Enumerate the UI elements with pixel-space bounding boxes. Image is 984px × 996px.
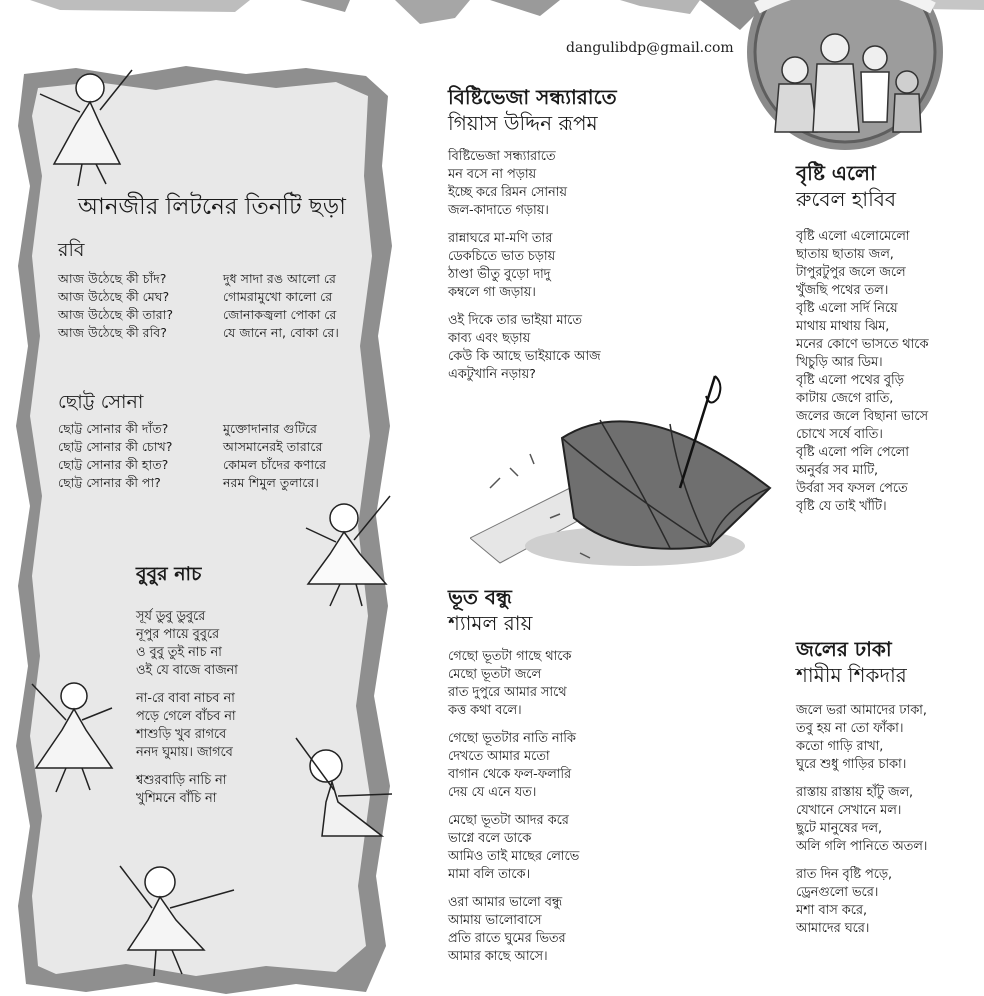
verse-line: গেছো ভূতটার নাতি নাকি: [448, 731, 576, 746]
verse-line: রাস্তায় রাস্তায় হাঁটু জল,: [796, 785, 914, 800]
verse-line: আজ উঠেছে কী মেঘ?: [58, 289, 170, 304]
verse-line: কম্বলে গা জড়ায়।: [448, 285, 536, 300]
verse-line: মামা বলি তাকে।: [448, 867, 531, 882]
verse-line: মুক্তোদানার গুটিরে: [223, 421, 317, 436]
verse-line: ইচ্ছে করে রিমন সোনায়: [448, 185, 567, 200]
verse-line: আমার কাছে আসে।: [448, 949, 548, 964]
verse-line: জলে ভরা আমাদের ঢাকা,: [796, 703, 927, 718]
umbrella-illustration: [470, 368, 780, 580]
verse-line: চোখে সর্ষে বাতি।: [796, 427, 883, 442]
verse-line: পড়ে গেলে বাঁচব না: [136, 709, 236, 724]
verse-line: আমাদের ঘরে।: [796, 921, 870, 936]
verse-line: বাগান থেকে ফল-ফলারি: [448, 767, 572, 782]
verse-line: ননদ ঘুমায়। জাগবে: [136, 745, 233, 760]
verse-line: ঠাণ্ডা ভীতু বুড়ো দাদু: [448, 267, 551, 282]
verse-line: দেয় যে এনে যত।: [448, 785, 537, 800]
dancer-illustration: [20, 64, 140, 189]
verse-line: জল-কাদাতে গড়ায়।: [448, 203, 549, 218]
verse-line: রান্নাঘরে মা-মণি তার: [448, 231, 553, 246]
verse-line: তবু হয় না তো ফাঁকা।: [796, 721, 904, 736]
verse-line: কেউ কি আছে ভাইয়াকে আজ: [448, 349, 601, 364]
verse-line: আমিও তাই মাছের লোভে: [448, 849, 580, 864]
verse-line: ঘুরে শুধু গাড়ির চাকা।: [796, 757, 907, 772]
verse-line: বিষ্টিভেজা সন্ধ্যারাতে: [448, 149, 556, 164]
verse-line: ভাগ্নে বলে ডাকে: [448, 831, 532, 846]
verse-line: ডেকচিতে ভাত চড়ায়: [448, 249, 556, 264]
poem-title: রবি: [58, 239, 85, 261]
verse-line: আজ উঠেছে কী তারা?: [58, 307, 174, 322]
verse-line: ওই যে বাজে বাজনা: [136, 663, 238, 678]
verse-line: মনের কোণে ভাসতে থাকে: [796, 337, 929, 352]
left-panel-title: আনজীর লিটনের তিনটি ছড়া: [78, 194, 346, 220]
poem-author: শ্যামল রায়: [448, 611, 533, 635]
verse-line: জলের জলে বিছানা ভাসে: [796, 409, 928, 424]
verse-line: দুধ সাদা রঙ আলো রে: [223, 271, 336, 286]
poem-title: বিষ্টিভেজা সন্ধ্যারাতে: [448, 85, 617, 109]
verse-line: বৃষ্টি যে তাই খাঁটি।: [796, 499, 887, 514]
verse-line: নরম শিমুল তুলারে।: [223, 475, 319, 490]
verse-line: বৃষ্টি এলো সর্দি নিয়ে: [796, 301, 898, 316]
verse-line: বৃষ্টি এলো এলোমেলো: [796, 229, 910, 244]
verse-line: ও বুবু তুই নাচ না: [136, 645, 222, 660]
verse-line: খুঁজছি পথের তল।: [796, 283, 889, 298]
verse-line: শাশুড়ি খুব রাগবে: [136, 727, 227, 742]
verse-line: মন বসে না পড়ায়: [448, 167, 537, 182]
verse-line: কত্ত কথা বলে।: [448, 703, 522, 718]
verse-line: কতো গাড়ি রাখা,: [796, 739, 884, 754]
poem-author: গিয়াস উদ্দিন রূপম: [448, 111, 598, 135]
verse-line: দেখতে আমার মতো: [448, 749, 550, 764]
verse-line: জোনাকজ্বলা পোকা রে: [223, 307, 337, 322]
verse-line: বৃষ্টি এলো পলি পেলো: [796, 445, 909, 460]
verse-line: আমায় ভালোবাসে: [448, 913, 542, 928]
poem-title: বুবুর নাচ: [136, 563, 202, 585]
verse-line: ওরা আমার ভালো বন্ধু: [448, 895, 563, 910]
verse-line: ড্রেনগুলো ভরে।: [796, 885, 879, 900]
verse-line: প্রতি রাতে ঘুমের ভিতর: [448, 931, 566, 946]
dancer-illustration: [300, 488, 396, 610]
verse-line: ছোট্ট সোনার কী হাত?: [58, 457, 169, 472]
verse-line: ছুটে মানুষের দল,: [796, 821, 883, 836]
verse-line: মেছো ভূতটা আদর করে: [448, 813, 569, 828]
verse-line: টাপুরটুপুর জলে জলে: [796, 265, 906, 280]
verse-line: আসমানেরই তারারে: [223, 439, 323, 454]
verse-line: অলি গলি পানিতে অতল।: [796, 839, 928, 854]
verse-line: যে জানে না, বোকা রে।: [223, 325, 339, 340]
poem-bubur-nach: [136, 560, 238, 818]
poem-chhotto-sona: [58, 388, 373, 492]
verse-line: সূর্য ডুবু ডুবুরে: [136, 609, 206, 624]
verse-line: ওই দিকে তার ভাইয়া মাতে: [448, 313, 582, 328]
verse-line: কোমল চাঁদের কণারে: [223, 457, 327, 472]
verse-line: কাটায় জেগে রাতি,: [796, 391, 894, 406]
poem-author: শামীম শিকদার: [796, 663, 907, 687]
verse-line: মশা বাস করে,: [796, 903, 868, 918]
poem-brishti-elo: [796, 160, 928, 526]
verse-line: ছোট্ট সোনার কী পা?: [58, 475, 161, 490]
poem-robi: [58, 236, 373, 342]
poem-author: রুবেল হাবিব: [796, 187, 897, 211]
poem-title: ভূত বন্ধু: [448, 585, 512, 609]
verse-line: অনুর্বর সব মাটি,: [796, 463, 879, 478]
poem-bishtibheja: [448, 84, 617, 394]
verse-line: কাব্য এবং ছড়ায়: [448, 331, 531, 346]
verse-line: মাথায় মাথায় ঝিম,: [796, 319, 890, 334]
verse-line: বৃষ্টি এলো পথের বুড়ি: [796, 373, 904, 388]
verse-line: একটুখানি নড়ায়?: [448, 367, 536, 382]
verse-line: রাত দুপুরে আমার সাথে: [448, 685, 567, 700]
poem-bhut-bondhu: [448, 584, 579, 976]
verse-line: ছোট্ট সোনার কী চোখ?: [58, 439, 173, 454]
verse-line: খুশিমনে বাঁচি না: [136, 791, 217, 806]
verse-line: রাত দিন বৃষ্টি পড়ে,: [796, 867, 893, 882]
verse-line: গেছো ভূতটা গাছে থাকে: [448, 649, 572, 664]
verse-line: আজ উঠেছে কী চাঁদ?: [58, 271, 167, 286]
dancer-illustration: [110, 850, 240, 980]
poem-title: জলের ঢাকা: [796, 637, 892, 661]
verse-line: গোমরামুখো কালো রে: [223, 289, 333, 304]
dancer-illustration: [26, 668, 122, 796]
verse-line: যেখানে সেখানে মল।: [796, 803, 902, 818]
verse-line: আজ উঠেছে কী রবি?: [58, 325, 167, 340]
dancer-illustration: [282, 730, 402, 850]
verse-line: শ্বশুরবাড়ি নাচি না: [136, 773, 227, 788]
poem-title: ছোট্ট সোনা: [58, 391, 144, 413]
logo-emblem: [737, 0, 957, 152]
verse-line: না-রে বাবা নাচব না: [136, 691, 235, 706]
verse-line: ছাতায় ছাতায় জল,: [796, 247, 894, 262]
verse-line: মেছো ভূতটা জলে: [448, 667, 541, 682]
poem-title: বৃষ্টি এলো: [796, 161, 876, 185]
verse-line: নূপুর পায়ে বুবুরে: [136, 627, 220, 642]
contact-email: dangulibdp@gmail.com: [566, 40, 734, 56]
verse-line: খিচুড়ি আর ডিম।: [796, 355, 883, 370]
poem-joler-dhaka: [796, 636, 927, 948]
verse-line: উর্বরা সব ফসল পেতে: [796, 481, 908, 496]
verse-line: ছোট্ট সোনার কী দাঁত?: [58, 421, 169, 436]
